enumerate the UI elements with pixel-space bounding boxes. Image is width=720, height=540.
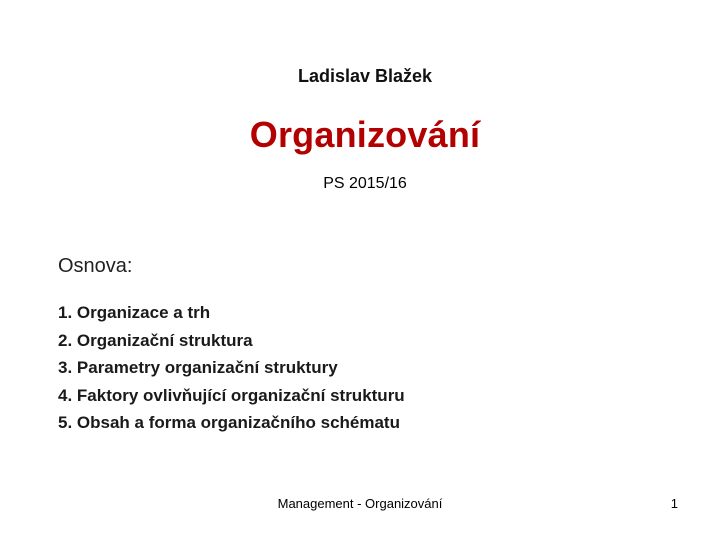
outline-heading: Osnova:: [58, 255, 133, 277]
slide-semester: PS 2015/16: [323, 175, 407, 192]
page-number: 1: [670, 496, 678, 511]
outline-item: 4. Faktory ovlivňující organizační strukturu: [58, 385, 405, 405]
outline-list: [58, 299, 405, 437]
slide-author: Ladislav Blažek: [297, 66, 433, 86]
slide-footer: Management - Organizování: [277, 496, 443, 511]
outline-item: 5. Obsah a forma organizačního schématu: [58, 413, 400, 432]
outline-item: 2. Organizační struktura: [58, 330, 253, 350]
outline-item: 1. Organizace a trh: [58, 303, 211, 322]
slide-title: Organizování: [249, 114, 481, 155]
outline-item: 3. Parametry organizační struktury: [58, 358, 338, 377]
